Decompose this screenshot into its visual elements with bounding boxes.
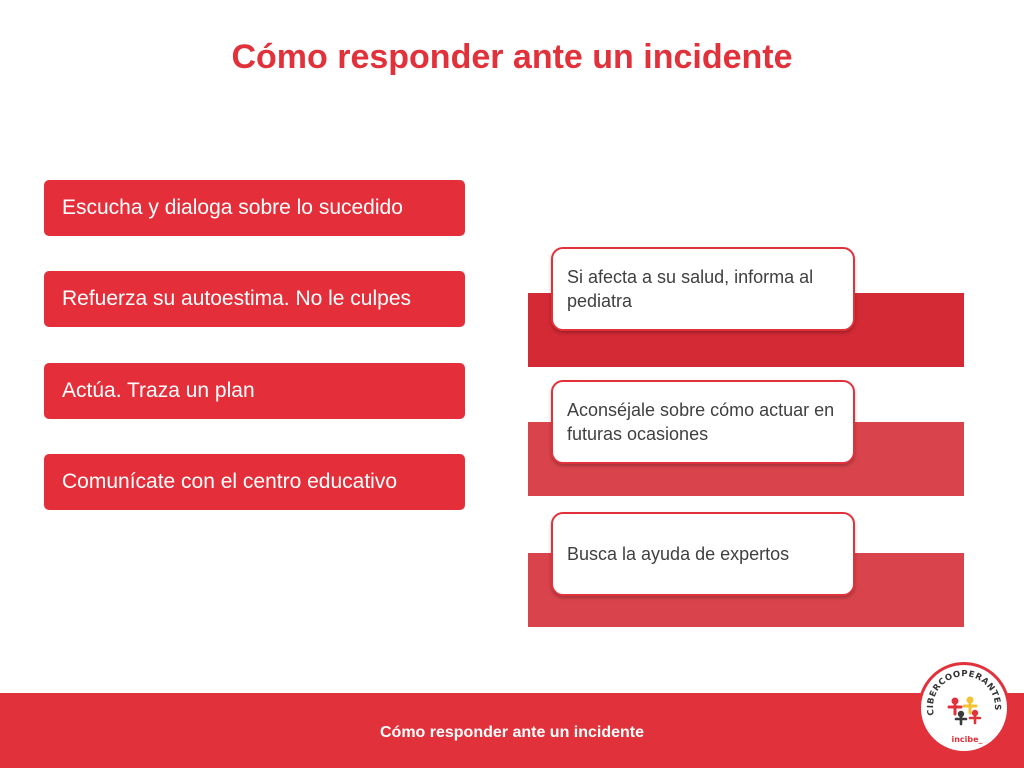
left-item-escucha: Escucha y dialoga sobre lo sucedido	[44, 180, 465, 236]
left-item-autoestima: Refuerza su autoestima. No le culpes	[44, 271, 465, 327]
cibercooperantes-logo	[918, 662, 1010, 754]
left-item-centro: Comunícate con el centro educativo	[44, 454, 465, 510]
card-expertos-text: Busca la ayuda de expertos	[567, 544, 790, 564]
slide-title: Cómo responder ante un incidente	[231, 38, 793, 76]
left-item-plan: Actúa. Traza un plan	[44, 363, 465, 419]
card-expertos	[551, 512, 855, 596]
footer-title: Cómo responder ante un incidente	[379, 724, 645, 741]
logo-sub-text: incibe_	[951, 735, 983, 744]
logo-icon	[921, 665, 1007, 751]
svg-text:CIBERCOOPERANTES	[926, 669, 1002, 716]
card-salud-text: Si afecta a su salud, informa al pediatra	[567, 267, 814, 311]
logo-ring-text: CIBERCOOPERANTES	[925, 669, 1003, 717]
card-aconsejale-text: Aconséjale sobre cómo actuar en futuras ocasiones	[567, 400, 835, 444]
card-aconsejale	[551, 380, 855, 464]
card-salud	[551, 247, 855, 331]
